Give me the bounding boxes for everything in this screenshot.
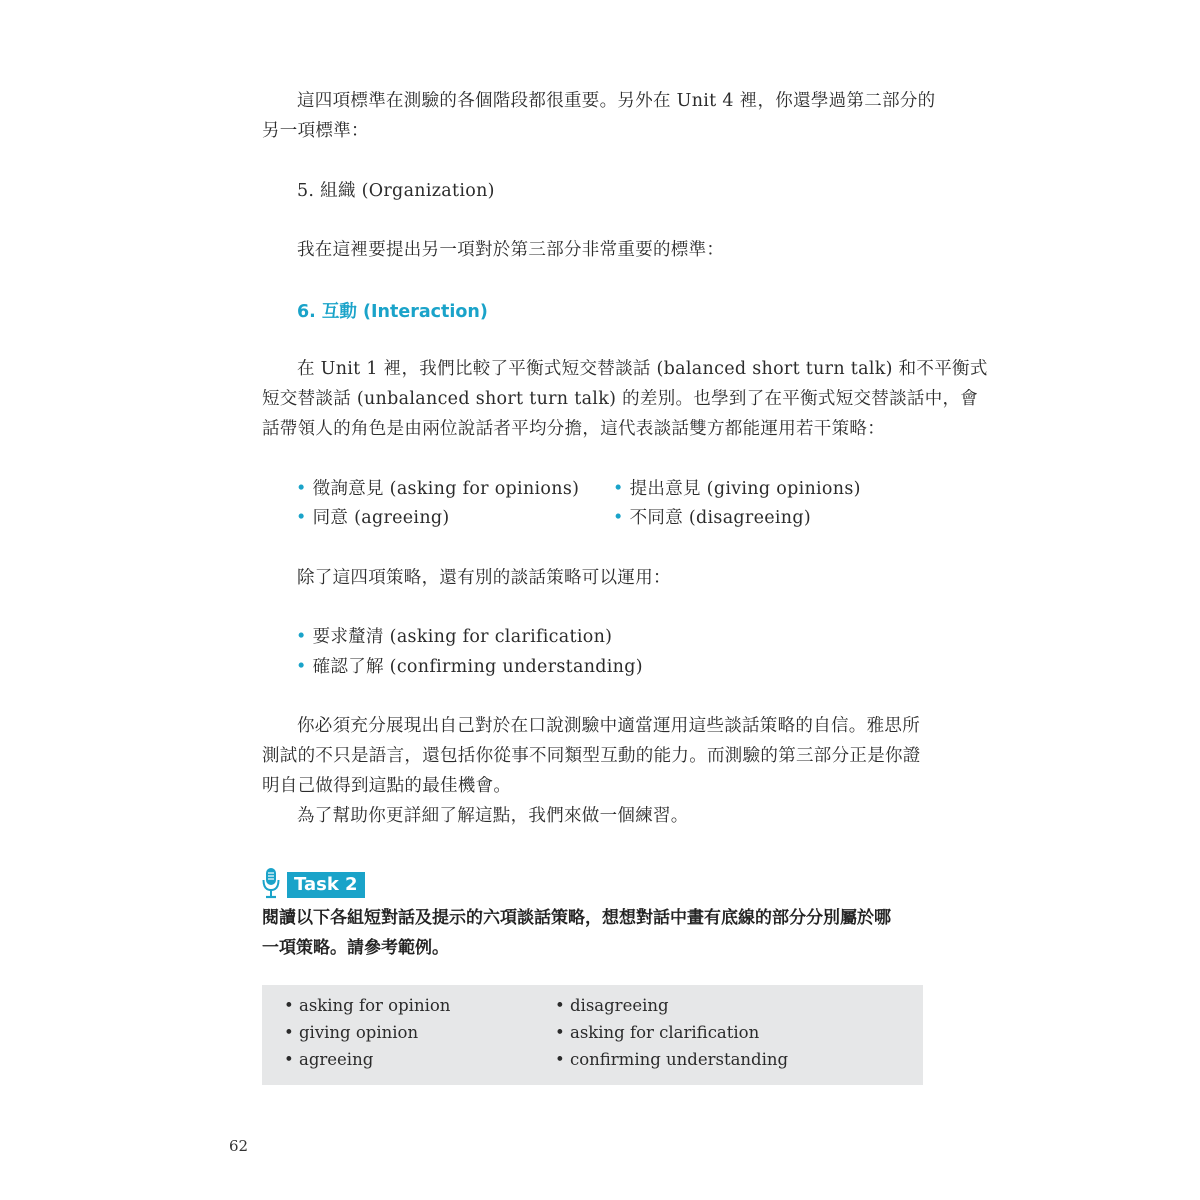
box-item: • disagreeing xyxy=(555,996,669,1015)
list-item-label: 確認了解 (confirming understanding) xyxy=(312,657,643,677)
box-item: • asking for clarification xyxy=(555,1023,760,1042)
bullet-icon: • xyxy=(296,479,307,499)
list-item-label: 要求釐清 (asking for clarification) xyxy=(312,627,613,647)
list-item xyxy=(296,622,612,652)
paragraph-line: 你必須充分展現出自己對於在口說測驗中適當運用這些談話策略的自信。雅思所 xyxy=(297,716,920,736)
bullet-icon: • xyxy=(296,627,307,647)
bullet-icon: • xyxy=(296,657,307,677)
criterion-item-5: 5. 組織 (Organization) xyxy=(297,181,495,201)
box-item: • agreeing xyxy=(284,1050,374,1069)
box-item: • asking for opinion xyxy=(284,996,451,1015)
bullet-icon: • xyxy=(613,508,624,528)
box-item: • confirming understanding xyxy=(555,1050,789,1069)
list-item xyxy=(296,474,579,504)
bullet-icon: • xyxy=(296,508,307,528)
paragraph-line: 另一項標準： xyxy=(262,121,369,141)
box-item: • giving opinion xyxy=(284,1023,419,1042)
task-badge: Task 2 xyxy=(287,872,365,898)
paragraph-line: 除了這四項策略，還有別的談話策略可以運用： xyxy=(297,568,671,588)
paragraph-line: 為了幫助你更詳細了解這點，我們來做一個練習。 xyxy=(297,806,689,826)
microphone-icon xyxy=(262,867,280,899)
bullet-icon: • xyxy=(613,479,624,499)
criterion-heading-6: 6. 互動 (Interaction) xyxy=(297,302,488,322)
list-item-label: 提出意見 (giving opinions) xyxy=(629,479,861,499)
list-item xyxy=(296,503,450,533)
paragraph-line: 在 Unit 1 裡，我們比較了平衡式短交替談話 (balanced short turn talk) 和不平衡式 xyxy=(297,359,988,379)
list-item xyxy=(296,652,643,682)
paragraph-line: 這四項標準在測驗的各個階段都很重要。另外在 Unit 4 裡，你還學過第二部分的 xyxy=(297,91,936,111)
page-number: 62 xyxy=(229,1137,249,1155)
paragraph-line: 測試的不只是語言，還包括你從事不同類型互動的能力。而測驗的第三部分正是你證 xyxy=(262,746,921,766)
task-instruction-line: 一項策略。請參考範例。 xyxy=(262,938,449,958)
list-item-label: 不同意 (disagreeing) xyxy=(629,508,812,528)
paragraph-line: 短交替談話 (unbalanced short turn talk) 的差別。也學到了在平衡式短交替談話中，會 xyxy=(262,389,979,409)
list-item-label: 徵詢意見 (asking for opinions) xyxy=(312,479,580,499)
list-item xyxy=(613,474,861,504)
task-instruction-line: 閱讀以下各組短對話及提示的六項談話策略，想想對話中畫有底線的部分分別屬於哪 xyxy=(262,908,891,928)
list-item xyxy=(613,503,811,533)
list-item-label: 同意 (agreeing) xyxy=(312,508,450,528)
paragraph-line: 明自己做得到這點的最佳機會。 xyxy=(262,776,512,796)
paragraph-line: 我在這裡要提出另一項對於第三部分非常重要的標準： xyxy=(297,240,725,260)
paragraph-line: 話帶領人的角色是由兩位說話者平均分擔，這代表談話雙方都能運用若干策略： xyxy=(262,419,885,439)
